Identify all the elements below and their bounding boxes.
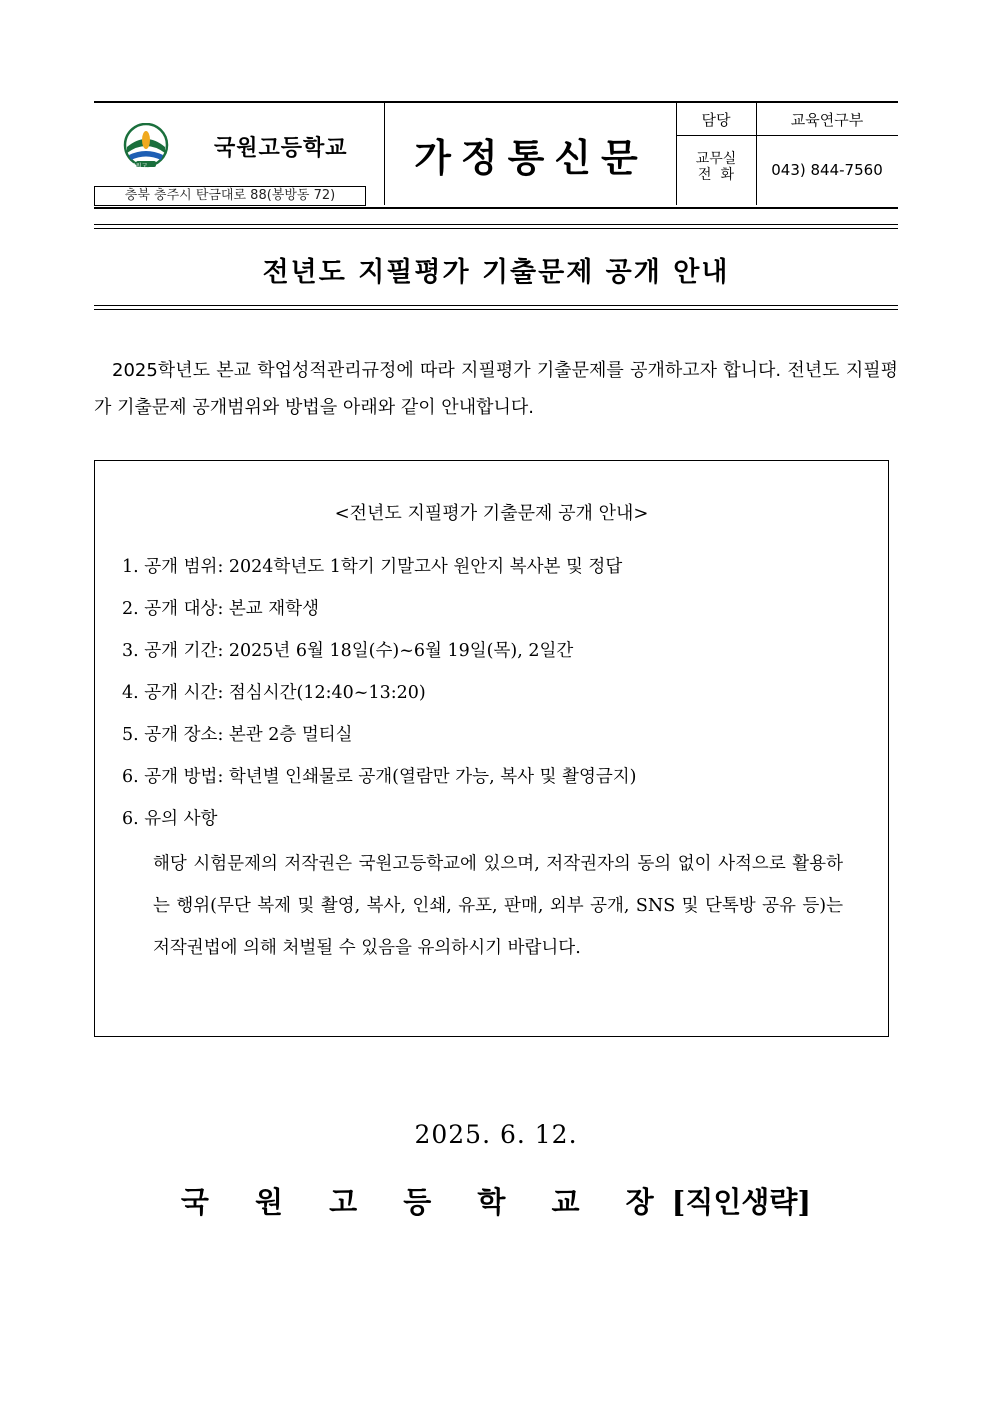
notice-box [94,460,889,1037]
notice-item: 3. 공개 기간: 2025년 6월 18일(수)~6월 19일(목), 2일간 [122,641,574,661]
logo-text: 국원고 [130,163,148,170]
notice-item: 6. 공개 방법: 학년별 인쇄물로 공개(열람만 가능, 복사 및 촬영금지) [122,767,637,787]
school-address: 충북 충주시 탄금대로 88(봉방동 72) [94,186,366,206]
title-rule-bottom [94,305,898,310]
dept-label: 담당 [701,111,731,129]
notice-item: 1. 공개 범위: 2024학년도 1학기 기말고사 원안지 복사본 및 정답 [122,557,623,577]
issue-date: 2025. 6. 12. [414,1120,578,1149]
principal-title: 국 원 고 등 학 교 장 [180,1185,672,1219]
logo-area [94,103,384,185]
phone-value: 043) 844-7560 [771,161,883,179]
document-title: 전년도 지필평가 기출문제 공개 안내 [262,257,730,288]
contact-divider [676,135,898,136]
school-name: 국원고등학교 [214,136,348,161]
notice-item: 5. 공개 장소: 본관 2층 멀티실 [122,725,353,745]
intro-paragraph [94,352,898,426]
phone-label-1: 교무실 [695,151,737,167]
doc-type-title: 가정통신문 [384,103,677,205]
notice-item: 4. 공개 시간: 점심시간(12:40~13:20) [122,683,426,703]
phone-label-2: 전 화 [698,167,734,183]
title-rule-top [94,224,898,229]
caution-text: 해당 시험문제의 저작권은 국원고등학교에 있으며, 저작권자의 동의 없이 사적으로 활용하는 행위(무단 복제 및 촬영, 복사, 인쇄, 유포, 판매, 외부 공개, SNS 및 단톡방 공유 등)는 저작권법에 의해 처벌될 수 있음을 유의하시기 바랍니다. [153,854,843,958]
dept-value: 교육연구부 [790,111,864,129]
notice-title: <전년도 지필평가 기출문제 공개 안내> [334,503,649,524]
notice-item: 2. 공개 대상: 본교 재학생 [122,599,319,619]
principal-signoff [0,1180,992,1221]
intro-text: 2025학년도 본교 학업성적관리규정에 따라 지필평가 기출문제를 공개하고자 합니다. 전년도 지필평가 기출문제 공개범위와 방법을 아래와 같이 안내합니다. [94,360,898,418]
seal-note: [직인생략] [671,1185,812,1219]
letterhead [94,101,898,209]
notice-item: 6. 유의 사항 [122,809,218,829]
